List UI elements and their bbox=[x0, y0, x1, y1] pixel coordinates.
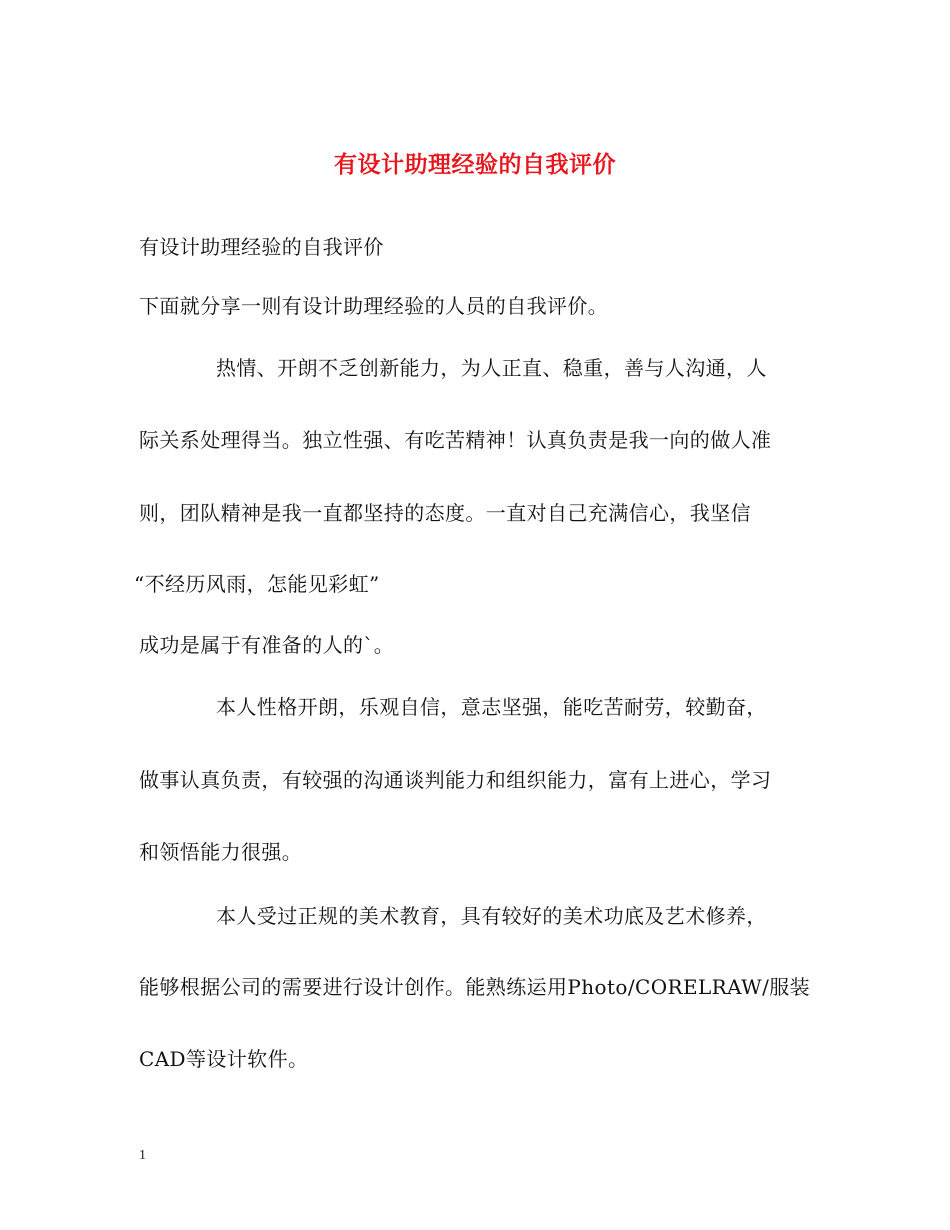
paragraph-2-line-2: 做事认真负责，有较强的沟通谈判能力和组织能力，富有上进心，学习 bbox=[139, 768, 772, 792]
paragraph-2-line-3: 和领悟能力很强。 bbox=[139, 840, 303, 864]
subtitle-line: 有设计助理经验的自我评价 bbox=[139, 235, 384, 259]
paragraph-3-line-2: 能够根据公司的需要进行设计创作。能熟练运用Photo/CORELRAW/服装 bbox=[139, 975, 811, 999]
paragraph-1-line-5: 成功是属于有准备的人的`。 bbox=[139, 633, 395, 657]
paragraph-3-line-3: CAD等设计软件。 bbox=[139, 1047, 309, 1071]
paragraph-1-line-1: 热情、开朗不乏创新能力，为人正直、稳重，善与人沟通，人 bbox=[216, 356, 767, 380]
document-title: 有设计助理经验的自我评价 bbox=[334, 152, 616, 178]
page-number: 1 bbox=[139, 1148, 146, 1163]
paragraph-1-line-2: 际关系处理得当。独立性强、有吃苦精神！认真负责是我一向的做人准 bbox=[139, 428, 772, 452]
intro-line: 下面就分享一则有设计助理经验的人员的自我评价。 bbox=[139, 294, 609, 318]
paragraph-2-line-1: 本人性格开朗，乐观自信，意志坚强，能吃苦耐劳，较勤奋， bbox=[216, 695, 767, 719]
paragraph-1-quote: “不经历风雨，怎能见彩虹” bbox=[134, 572, 380, 596]
paragraph-1-line-3: 则，团队精神是我一直都坚持的态度。一直对自己充满信心，我坚信 bbox=[139, 501, 751, 525]
paragraph-3-line-1: 本人受过正规的美术教育，具有较好的美术功底及艺术修养， bbox=[216, 904, 767, 928]
